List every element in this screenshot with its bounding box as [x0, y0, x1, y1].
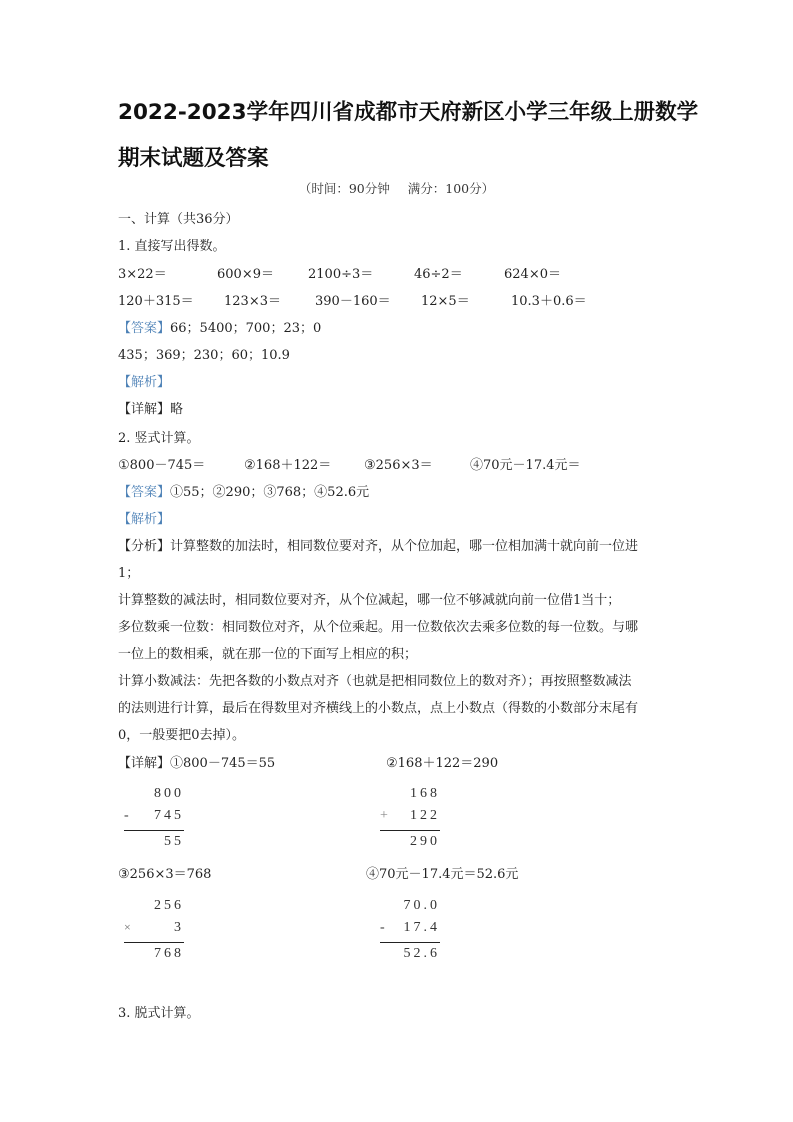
answer-tag: 【答案】	[118, 485, 171, 500]
fenxi-line-4: 多位数乘一位数：相同数位对齐，从个位乘起。用一位数依次去乘多位数的每一位数。与哪	[118, 620, 639, 635]
question-1-detail	[118, 398, 183, 417]
analysis-tag: 【解析】	[118, 375, 171, 390]
question-1-prompt: 1. 直接写出得数。	[118, 239, 226, 254]
answer-tag: 【答案】	[118, 321, 171, 336]
vertical-calc-3	[124, 898, 184, 968]
answer-text: 66；5400；700；23；0	[170, 321, 322, 336]
problem: 120＋315＝	[118, 294, 194, 309]
vertical-result: 290	[410, 834, 440, 849]
question-1-answer	[118, 317, 321, 336]
vertical-rule	[380, 942, 440, 943]
vertical-bottom: 122	[410, 808, 440, 823]
problem: 46÷2＝	[414, 267, 463, 282]
detail-text: ①800－745＝55	[170, 756, 276, 771]
problem: 2100÷3＝	[308, 267, 374, 282]
question-2-detail-1	[118, 752, 275, 771]
vertical-calc-4	[380, 898, 440, 968]
vertical-operator: -	[380, 920, 385, 935]
fenxi-line-6: 计算小数减法：先把各数的小数点对齐（也就是把相同数位上的数对齐）；再按照整数减法	[118, 674, 632, 689]
question-2-detail-4: ④70元－17.4元＝52.6元	[366, 867, 519, 882]
vertical-operator: -	[124, 808, 129, 823]
vertical-calc-2	[380, 786, 440, 856]
vertical-rule	[124, 830, 184, 831]
vertical-result: 52.6	[403, 946, 440, 961]
fenxi-line-8: 0，一般要把0去掉）。	[118, 728, 246, 743]
vertical-rule	[380, 830, 440, 831]
vertical-bottom: 745	[154, 808, 184, 823]
detail-tag: 【详解】	[118, 756, 171, 771]
vertical-rule	[124, 942, 184, 943]
document-title-line2: 期末试题及答案	[118, 146, 269, 171]
fenxi-tag: 【分析】	[118, 539, 171, 554]
problem: 10.3＋0.6＝	[511, 294, 587, 309]
fenxi-line-2: 1；	[118, 566, 140, 581]
detail-tag: 【详解】	[118, 402, 171, 417]
vertical-bottom: 3	[174, 920, 184, 935]
vertical-top: 168	[410, 786, 440, 801]
problem: 390－160＝	[315, 294, 391, 309]
question-3-prompt: 3. 脱式计算。	[118, 1006, 200, 1021]
exam-score: 满分：100分）	[407, 181, 495, 196]
analysis-tag: 【解析】	[118, 512, 171, 527]
fenxi-line-5: 一位上的数相乘，就在那一位的下面写上相应的积；	[118, 647, 418, 662]
question-2-detail-3: ③256×3＝768	[118, 867, 212, 882]
answer-text: ①55；②290；③768；④52.6元	[170, 485, 370, 500]
question-2-detail-2: ②168＋122＝290	[386, 756, 499, 771]
question-1-answer-line2: 435；369；230；60；10.9	[118, 348, 290, 363]
vertical-top: 70.0	[403, 898, 440, 913]
problem: 600×9＝	[217, 267, 274, 282]
detail-text: 略	[170, 402, 184, 417]
problem: 624×0＝	[504, 267, 561, 282]
problem: 123×3＝	[224, 294, 281, 309]
section-heading: 一、计算（共36分）	[118, 212, 239, 227]
problem: ③256×3＝	[364, 458, 433, 473]
fenxi-line-3: 计算整数的减法时，相同数位要对齐，从个位减起，哪一位不够减就向前一位借1当十；	[118, 593, 621, 608]
exam-time: （时间：90分钟	[298, 181, 390, 196]
vertical-bottom: 17.4	[403, 920, 440, 935]
vertical-calc-1	[124, 786, 184, 856]
vertical-operator: +	[380, 808, 388, 823]
fenxi-line-1	[118, 535, 638, 554]
exam-meta	[0, 179, 793, 197]
vertical-operator: ×	[124, 920, 131, 934]
vertical-top: 800	[154, 786, 184, 801]
problem: ①800－745＝	[118, 458, 206, 473]
vertical-result: 768	[154, 946, 184, 961]
fenxi-line-7: 的法则进行计算，最后在得数里对齐横线上的小数点，点上小数点（得数的小数部分末尾有	[118, 701, 639, 716]
problem: ②168＋122＝	[244, 458, 332, 473]
problem: 3×22＝	[118, 267, 167, 282]
problem: 12×5＝	[421, 294, 470, 309]
problem: ④70元－17.4元＝	[470, 458, 581, 473]
document-title-line1: 2022-2023学年四川省成都市天府新区小学三年级上册数学	[118, 100, 699, 125]
fenxi-text: 计算整数的加法时，相同数位要对齐，从个位加起，哪一位相加满十就向前一位进	[170, 539, 639, 554]
question-2-prompt: 2. 竖式计算。	[118, 431, 200, 446]
vertical-top: 256	[154, 898, 184, 913]
vertical-result: 55	[164, 834, 184, 849]
question-2-answer	[118, 481, 369, 500]
